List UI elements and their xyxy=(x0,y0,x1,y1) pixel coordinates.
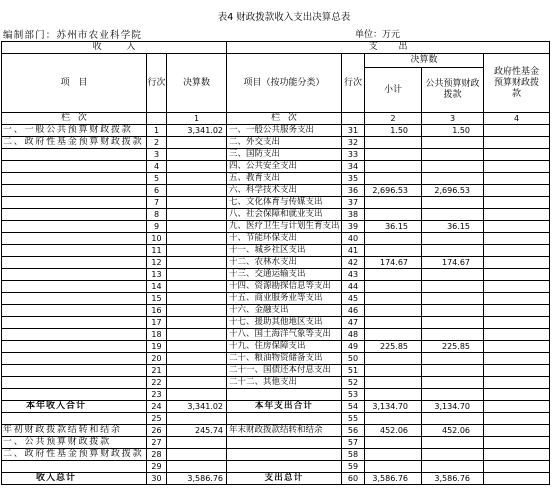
subtotal-cell: 2,696.53 xyxy=(365,185,422,197)
public-budget-cell xyxy=(422,281,484,293)
table-row xyxy=(2,245,550,257)
income-amount-cell xyxy=(167,341,227,353)
income-item-cell xyxy=(2,365,147,377)
expense-item-cell: 十九、住房保障支出 xyxy=(227,341,342,353)
subtotal-cell: 1.50 xyxy=(365,125,422,137)
income-item-cell xyxy=(2,293,147,305)
table-row xyxy=(2,365,550,377)
public-budget-cell: 3,586.76 xyxy=(422,473,484,485)
expense-item-cell xyxy=(227,449,342,461)
expense-line-cell: 52 xyxy=(342,377,365,389)
expense-line-cell: 34 xyxy=(342,161,365,173)
income-item-cell xyxy=(2,281,147,293)
income-item-cell: 一、公共预算财政拨款 xyxy=(2,437,147,449)
income-amount-cell: 3,341.02 xyxy=(167,125,227,137)
subtotal-cell xyxy=(365,137,422,149)
subtotal-cell: 3,586.76 xyxy=(365,473,422,485)
gov-fund-cell xyxy=(484,425,550,437)
expense-item-cell: 支出总计 xyxy=(227,473,342,485)
expense-item-cell: 六、科学技术支出 xyxy=(227,185,342,197)
income-amount-cell xyxy=(167,317,227,329)
subtotal-cell: 174.67 xyxy=(365,257,422,269)
gov-fund-cell xyxy=(484,293,550,305)
income-line-cell: 20 xyxy=(147,353,167,365)
gov-fund-cell xyxy=(484,413,550,425)
table-row xyxy=(2,461,550,473)
public-budget-cell xyxy=(422,365,484,377)
income-item-cell: 收入总计 xyxy=(2,473,147,485)
gov-fund-cell xyxy=(484,125,550,137)
subtotal-cell: 36.15 xyxy=(365,221,422,233)
subtotal-cell xyxy=(365,269,422,281)
income-item-header: 项 目 xyxy=(2,54,147,113)
income-item-cell xyxy=(2,377,147,389)
table-row xyxy=(2,137,550,149)
income-item-cell xyxy=(2,389,147,401)
table-row xyxy=(2,413,550,425)
table-row xyxy=(2,269,550,281)
income-amount-cell xyxy=(167,305,227,317)
expense-item-cell xyxy=(227,413,342,425)
gov-fund-cell xyxy=(484,401,550,413)
income-item-cell xyxy=(2,461,147,473)
income-amount-cell xyxy=(167,185,227,197)
income-line-cell: 1 xyxy=(147,125,167,137)
income-line-cell: 7 xyxy=(147,197,167,209)
public-budget-cell xyxy=(422,137,484,149)
public-budget-cell xyxy=(422,377,484,389)
income-item-cell xyxy=(2,317,147,329)
income-amount-cell xyxy=(167,437,227,449)
section-header-row xyxy=(2,42,550,54)
public-budget-cell xyxy=(422,329,484,341)
income-line-cell: 3 xyxy=(147,149,167,161)
table-row xyxy=(2,209,550,221)
expense-line-cell: 37 xyxy=(342,197,365,209)
income-item-cell xyxy=(2,173,147,185)
public-budget-cell: 452.06 xyxy=(422,425,484,437)
subtotal-cell xyxy=(365,461,422,473)
income-index-label: 栏 次 xyxy=(2,113,147,125)
income-line-cell: 29 xyxy=(147,461,167,473)
public-budget-cell: 2,696.53 xyxy=(422,185,484,197)
income-line-cell: 19 xyxy=(147,341,167,353)
gov-fund-cell xyxy=(484,245,550,257)
expense-item-cell: 十四、资源勘探信息等支出 xyxy=(227,281,342,293)
gov-fund-cell xyxy=(484,221,550,233)
income-line-cell: 17 xyxy=(147,317,167,329)
expense-item-cell: 十八、国土海洋气象等支出 xyxy=(227,329,342,341)
expense-item-cell: 十、节能环保支出 xyxy=(227,233,342,245)
expense-line-cell: 50 xyxy=(342,353,365,365)
expense-item-cell: 七、文化体育与传媒支出 xyxy=(227,197,342,209)
income-item-cell: 本年收入合计 xyxy=(2,401,147,413)
expense-item-cell: 二十一、国债还本付息支出 xyxy=(227,365,342,377)
public-budget-cell: 3,134.70 xyxy=(422,401,484,413)
gov-fund-cell xyxy=(484,281,550,293)
income-amount-cell xyxy=(167,269,227,281)
income-item-cell xyxy=(2,305,147,317)
income-amount-cell: 245.74 xyxy=(167,425,227,437)
expense-item-cell: 二十、粮油物资储备支出 xyxy=(227,353,342,365)
income-line-cell: 18 xyxy=(147,329,167,341)
income-amount-cell xyxy=(167,413,227,425)
subtotal-cell: 225.85 xyxy=(365,341,422,353)
income-amount-cell xyxy=(167,281,227,293)
table-row xyxy=(2,125,550,137)
public-budget-cell xyxy=(422,269,484,281)
subtotal-cell xyxy=(365,449,422,461)
table-row xyxy=(2,473,550,485)
table-row xyxy=(2,197,550,209)
income-item-cell xyxy=(2,341,147,353)
expense-line-cell: 42 xyxy=(342,257,365,269)
gov-fund-cell xyxy=(484,317,550,329)
subtotal-cell xyxy=(365,173,422,185)
income-item-cell: 一、一般公共预算财政拨款 xyxy=(2,125,147,137)
expense-item-cell: 本年支出合计 xyxy=(227,401,342,413)
table-body xyxy=(2,125,550,485)
subtotal-cell: 3,134.70 xyxy=(365,401,422,413)
income-item-cell xyxy=(2,329,147,341)
expense-index-label: 栏 次 xyxy=(227,113,342,125)
expense-line-cell: 49 xyxy=(342,341,365,353)
gov-fund-cell xyxy=(484,437,550,449)
expense-item-cell: 四、公共安全支出 xyxy=(227,161,342,173)
table-row xyxy=(2,305,550,317)
expense-line-cell: 46 xyxy=(342,305,365,317)
public-budget-cell xyxy=(422,161,484,173)
gov-fund-cell xyxy=(484,137,550,149)
subtotal-index: 2 xyxy=(365,113,422,125)
expense-line-cell: 56 xyxy=(342,425,365,437)
subtotal-cell: 452.06 xyxy=(365,425,422,437)
expense-line-cell: 58 xyxy=(342,449,365,461)
subtotal-cell xyxy=(365,233,422,245)
income-item-cell xyxy=(2,221,147,233)
income-line-cell: 4 xyxy=(147,161,167,173)
public-budget-cell xyxy=(422,353,484,365)
income-item-cell: 年初财政拨款结转和结余 xyxy=(2,425,147,437)
gov-fund-cell xyxy=(484,473,550,485)
gov-fund-cell xyxy=(484,161,550,173)
income-line-cell: 24 xyxy=(147,401,167,413)
subtotal-header: 小计 xyxy=(365,68,422,113)
expense-item-cell: 十一、城乡社区支出 xyxy=(227,245,342,257)
table-row xyxy=(2,149,550,161)
income-item-cell xyxy=(2,197,147,209)
expense-item-cell: 年末财政拨款结转和结余 xyxy=(227,425,342,437)
subtotal-cell xyxy=(365,377,422,389)
subtotal-cell xyxy=(365,353,422,365)
gov-fund-cell xyxy=(484,149,550,161)
income-section-header: 收 入 xyxy=(2,42,227,54)
expense-line-index xyxy=(342,113,365,125)
subtotal-cell xyxy=(365,161,422,173)
gov-fund-cell xyxy=(484,185,550,197)
subtotal-cell xyxy=(365,305,422,317)
table-row xyxy=(2,161,550,173)
expense-line-cell: 38 xyxy=(342,209,365,221)
expense-item-cell: 十二、农林水支出 xyxy=(227,257,342,269)
income-amount-cell xyxy=(167,161,227,173)
public-budget-cell xyxy=(422,197,484,209)
income-line-index xyxy=(147,113,167,125)
income-line-cell: 2 xyxy=(147,137,167,149)
public-budget-cell xyxy=(422,317,484,329)
public-budget-cell: 225.85 xyxy=(422,341,484,353)
table-row xyxy=(2,353,550,365)
income-line-cell: 5 xyxy=(147,173,167,185)
public-budget-cell xyxy=(422,233,484,245)
public-budget-cell: 174.67 xyxy=(422,257,484,269)
expense-item-cell: 十三、交通运输支出 xyxy=(227,269,342,281)
income-line-cell: 22 xyxy=(147,377,167,389)
expense-line-cell: 55 xyxy=(342,413,365,425)
income-amount-cell xyxy=(167,149,227,161)
income-item-cell: 二、政府性基金预算财政拨款 xyxy=(2,137,147,149)
gov-fund-cell xyxy=(484,461,550,473)
income-amount-cell: 3,341.02 xyxy=(167,401,227,413)
public-budget-cell xyxy=(422,245,484,257)
income-amount-cell xyxy=(167,293,227,305)
income-line-cell: 23 xyxy=(147,389,167,401)
income-amount-cell xyxy=(167,221,227,233)
column-index-row xyxy=(2,113,550,125)
subtotal-cell xyxy=(365,437,422,449)
expense-line-cell: 53 xyxy=(342,389,365,401)
gov-fund-cell xyxy=(484,305,550,317)
expense-amount-header: 决算数 xyxy=(365,54,484,68)
table-row xyxy=(2,425,550,437)
income-item-cell xyxy=(2,413,147,425)
table-row xyxy=(2,173,550,185)
income-line-cell: 26 xyxy=(147,425,167,437)
gov-fund-cell xyxy=(484,329,550,341)
income-amount-cell xyxy=(167,257,227,269)
subtotal-cell xyxy=(365,365,422,377)
table-row xyxy=(2,221,550,233)
income-line-cell: 21 xyxy=(147,365,167,377)
public-budget-index: 3 xyxy=(422,113,484,125)
table-row xyxy=(2,317,550,329)
expense-line-cell: 44 xyxy=(342,281,365,293)
subtotal-cell xyxy=(365,245,422,257)
subtotal-cell xyxy=(365,281,422,293)
expense-item-cell: 二十二、其他支出 xyxy=(227,377,342,389)
expense-item-cell: 九、医疗卫生与计划生育支出 xyxy=(227,221,342,233)
public-budget-header: 公共预算财政拨款 xyxy=(422,68,484,113)
table-row xyxy=(2,185,550,197)
expense-item-cell: 二、外交支出 xyxy=(227,137,342,149)
expense-line-header: 行次 xyxy=(342,54,365,113)
income-item-cell xyxy=(2,209,147,221)
income-line-cell: 8 xyxy=(147,209,167,221)
table-row xyxy=(2,401,550,413)
public-budget-cell xyxy=(422,293,484,305)
subtotal-cell xyxy=(365,389,422,401)
income-amount-cell xyxy=(167,209,227,221)
income-amount-cell xyxy=(167,353,227,365)
expense-item-cell: 十五、商业服务业等支出 xyxy=(227,293,342,305)
gov-fund-index: 4 xyxy=(484,113,550,125)
subtotal-cell xyxy=(365,209,422,221)
table-row xyxy=(2,377,550,389)
income-line-cell: 27 xyxy=(147,437,167,449)
expense-section-header: 支 出 xyxy=(227,42,550,54)
table-row xyxy=(2,293,550,305)
expense-line-cell: 57 xyxy=(342,437,365,449)
subtotal-cell xyxy=(365,149,422,161)
subtotal-cell xyxy=(365,293,422,305)
income-line-cell: 30 xyxy=(147,473,167,485)
expense-line-cell: 33 xyxy=(342,149,365,161)
income-line-cell: 6 xyxy=(147,185,167,197)
expense-item-cell xyxy=(227,389,342,401)
income-item-cell xyxy=(2,257,147,269)
income-amount-cell xyxy=(167,245,227,257)
income-line-cell: 11 xyxy=(147,245,167,257)
income-amount-cell xyxy=(167,137,227,149)
income-item-cell: 二、政府性基金预算财政拨款 xyxy=(2,449,147,461)
gov-fund-cell xyxy=(484,197,550,209)
gov-fund-cell xyxy=(484,173,550,185)
income-amount-cell xyxy=(167,197,227,209)
income-line-cell: 16 xyxy=(147,305,167,317)
public-budget-cell xyxy=(422,149,484,161)
expense-item-cell: 一、一般公共服务支出 xyxy=(227,125,342,137)
expense-item-cell: 十七、援助其他地区支出 xyxy=(227,317,342,329)
income-line-cell: 9 xyxy=(147,221,167,233)
budget-table xyxy=(1,41,550,485)
public-budget-cell xyxy=(422,437,484,449)
expense-line-cell: 51 xyxy=(342,365,365,377)
income-amount-cell xyxy=(167,461,227,473)
income-amount-cell xyxy=(167,233,227,245)
expense-line-cell: 54 xyxy=(342,401,365,413)
expense-line-cell: 60 xyxy=(342,473,365,485)
gov-fund-cell xyxy=(484,257,550,269)
expense-line-cell: 32 xyxy=(342,137,365,149)
subtotal-cell xyxy=(365,317,422,329)
table-row xyxy=(2,329,550,341)
table-row xyxy=(2,437,550,449)
income-amount-index: 1 xyxy=(167,113,227,125)
income-amount-cell xyxy=(167,449,227,461)
income-amount-cell: 3,586.76 xyxy=(167,473,227,485)
income-amount-cell xyxy=(167,173,227,185)
expense-item-header: 项目（按功能分类） xyxy=(227,54,342,113)
income-item-cell xyxy=(2,185,147,197)
income-line-cell: 14 xyxy=(147,281,167,293)
public-budget-cell xyxy=(422,305,484,317)
income-item-cell xyxy=(2,353,147,365)
public-budget-cell xyxy=(422,173,484,185)
table-row xyxy=(2,281,550,293)
income-line-header: 行次 xyxy=(147,54,167,113)
table-row xyxy=(2,389,550,401)
gov-fund-cell xyxy=(484,353,550,365)
expense-line-cell: 45 xyxy=(342,293,365,305)
income-line-cell: 15 xyxy=(147,293,167,305)
gov-fund-cell xyxy=(484,377,550,389)
expense-item-cell: 三、国防支出 xyxy=(227,149,342,161)
gov-fund-cell xyxy=(484,209,550,221)
expense-item-cell: 十六、金融支出 xyxy=(227,305,342,317)
income-line-cell: 25 xyxy=(147,413,167,425)
expense-line-cell: 59 xyxy=(342,461,365,473)
expense-line-cell: 31 xyxy=(342,125,365,137)
gov-fund-cell xyxy=(484,341,550,353)
income-line-cell: 10 xyxy=(147,233,167,245)
subtotal-cell xyxy=(365,413,422,425)
income-line-cell: 28 xyxy=(147,449,167,461)
income-item-cell xyxy=(2,161,147,173)
expense-line-cell: 35 xyxy=(342,173,365,185)
gov-fund-cell xyxy=(484,233,550,245)
income-line-cell: 13 xyxy=(147,269,167,281)
subtotal-cell xyxy=(365,329,422,341)
expense-line-cell: 47 xyxy=(342,317,365,329)
public-budget-cell: 36.15 xyxy=(422,221,484,233)
unit-label: 单位：万元 xyxy=(355,30,401,40)
expense-line-cell: 40 xyxy=(342,233,365,245)
income-amount-cell xyxy=(167,389,227,401)
income-amount-header: 决算数 xyxy=(167,54,227,113)
gov-fund-cell xyxy=(484,389,550,401)
table-row xyxy=(2,341,550,353)
organization-label: 编制部门：苏州市农业科学院 xyxy=(3,30,143,41)
expense-line-cell: 43 xyxy=(342,269,365,281)
table-row xyxy=(2,449,550,461)
gov-fund-cell xyxy=(484,365,550,377)
expense-line-cell: 41 xyxy=(342,245,365,257)
public-budget-cell xyxy=(422,449,484,461)
report-title: 表4 财政拨款收入支出决算总表 xyxy=(217,12,351,23)
public-budget-cell xyxy=(422,209,484,221)
expense-item-cell: 五、教育支出 xyxy=(227,173,342,185)
expense-item-cell xyxy=(227,461,342,473)
expense-line-cell: 36 xyxy=(342,185,365,197)
expense-line-cell: 48 xyxy=(342,329,365,341)
income-amount-cell xyxy=(167,365,227,377)
table-row xyxy=(2,257,550,269)
expense-line-cell: 39 xyxy=(342,221,365,233)
table-header xyxy=(2,42,550,125)
subtotal-cell xyxy=(365,197,422,209)
public-budget-cell xyxy=(422,461,484,473)
public-budget-cell: 1.50 xyxy=(422,125,484,137)
table-row xyxy=(2,233,550,245)
gov-fund-header: 政府性基金预算财政拨款 xyxy=(484,54,550,113)
income-amount-cell xyxy=(167,377,227,389)
income-amount-cell xyxy=(167,329,227,341)
income-item-cell xyxy=(2,233,147,245)
expense-item-cell: 八、社会保障和就业支出 xyxy=(227,209,342,221)
income-item-cell xyxy=(2,269,147,281)
gov-fund-cell xyxy=(484,449,550,461)
public-budget-cell xyxy=(422,413,484,425)
gov-fund-cell xyxy=(484,269,550,281)
income-item-cell xyxy=(2,245,147,257)
expense-item-cell xyxy=(227,437,342,449)
income-line-cell: 12 xyxy=(147,257,167,269)
public-budget-cell xyxy=(422,389,484,401)
column-header-row xyxy=(2,54,550,68)
income-item-cell xyxy=(2,149,147,161)
